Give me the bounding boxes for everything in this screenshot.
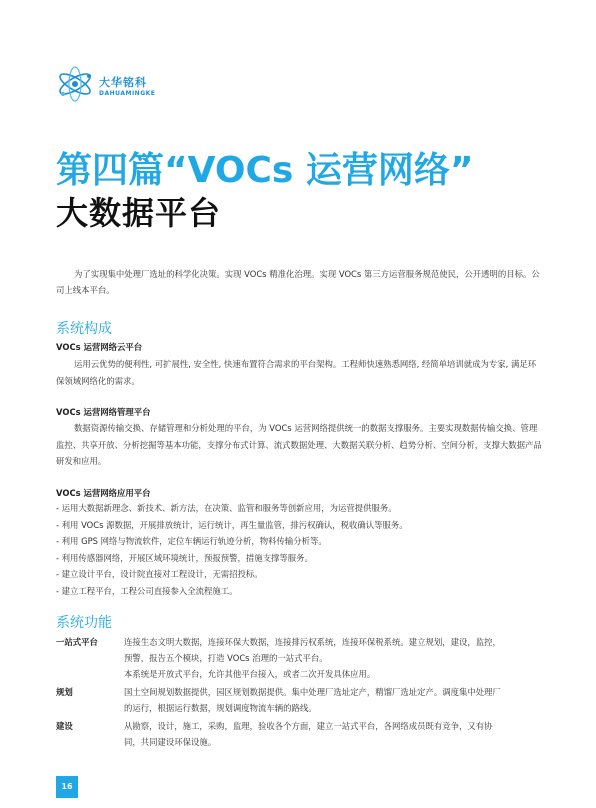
list-item: - 运用大数据新理念、新技术、新方法，在决策、监管和服务等创新应用，为运营提供服务。 <box>56 503 397 513</box>
composition-heading: 系统构成 <box>56 321 112 337</box>
function-label-construction: 建设 <box>56 721 73 731</box>
management-platform-body: 数据资源传输交换、存储管理和分析处理的平台，为 VOCs 运营网络提供统一的数据支撑服务。主要实现数据传输交换、管理监控、共享开放、分析挖掘等基本功能，支撑分布式计算、流式数据处理、大数据关联分析、趋势分析、空间分析，支撑大数据产品研发和应用。 <box>56 423 542 466</box>
logo-name-en: DAHUAMINGKE <box>99 90 156 97</box>
function-line: 同，共同建设环保设施。 <box>124 737 217 747</box>
chapter-subtitle: 大数据平台 <box>56 194 222 232</box>
function-label-onestop: 一站式平台 <box>56 637 98 647</box>
cloud-platform-text <box>56 356 542 389</box>
function-line: 预警，报告五个模块，打造 VOCs 治理的一站式平台。 <box>124 653 328 663</box>
functions-heading: 系统功能 <box>56 615 112 631</box>
chapter-title: 第四篇“VOCs 运营网络” <box>56 150 474 191</box>
function-line: 连接生态文明大数据，连接环保大数据，连接排污权系统，连接环保税系统。建立规划，建设，监控， <box>124 637 501 647</box>
list-item: - 建立设计平台，设计院直接对工程设计，无需招投标。 <box>56 569 263 579</box>
company-logo <box>55 64 215 110</box>
application-platform-title: VOCs 运营网络应用平台 <box>56 488 151 498</box>
function-line: 从勘察，设计，施工，采购，监理，验收各个方面，建立一站式平台，各网络成员既有竞争，又有协 <box>124 721 493 731</box>
intro-text: 为了实现集中处理厂选址的科学化决策。实现 VOCs 精准化治理。实现 VOCs 第三方运营服务规范使民，公开透明的目标。公司上线本平台。 <box>56 269 540 295</box>
cloud-platform-title: VOCs 运营网络云平台 <box>56 342 143 352</box>
list-item: - 利用 VOCs 源数据，开展排放统计，运行统计，再生量监管，排污权确认，税收确认等服务。 <box>56 519 408 530</box>
management-platform-text <box>56 420 542 470</box>
atom-logo-icon <box>55 64 95 104</box>
list-item: - 利用 GPS 网络与物流软件，定位车辆运行轨迹分析，物料传输分析等。 <box>56 536 327 546</box>
intro-paragraph <box>56 266 542 298</box>
list-item: - 利用传感器网络，开展区域环境统计，预报预警，措施支撑等服务。 <box>56 552 313 563</box>
list-item: - 建立工程平台，工程公司直接参入全流程施工。 <box>56 585 238 596</box>
page-number: 16 <box>56 776 78 798</box>
application-list <box>56 500 542 599</box>
management-platform-title: VOCs 运营网络管理平台 <box>56 407 151 417</box>
cloud-platform-body: 运用云优势的便利性, 可扩展性, 安全性, 快速布置符合需求的平台架构。工程师快速熟悉网络, 经简单培训就成为专家, 满足环保领域网络化的需求。 <box>56 359 537 386</box>
function-label-planning: 规划 <box>56 687 73 697</box>
function-line: 国土空间规划数据提供，园区规划数据提供。集中处理厂选址定产，精馏厂选址定产。调度集中处理厂 <box>124 687 501 697</box>
function-line: 本系统是开放式平台，允许其他平台接入，或者二次开发具体应用。 <box>124 669 376 679</box>
function-line: 的运行，根据运行数据，规划调度物流车辆的路线。 <box>124 703 317 713</box>
logo-name-cn: 大华铭科 <box>99 76 147 89</box>
